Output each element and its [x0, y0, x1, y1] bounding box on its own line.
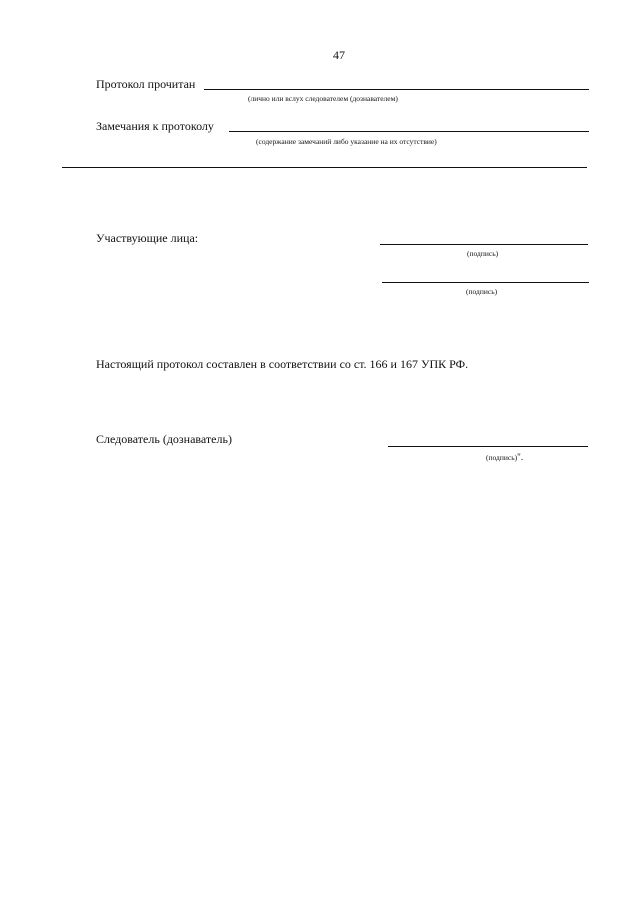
- remarks-caption: (содержание замечаний либо указание на их отсутствие): [256, 137, 437, 146]
- participant-signature-caption-2: (подпись): [466, 287, 498, 296]
- remarks-line: [229, 131, 589, 132]
- read-line: [204, 89, 589, 90]
- investigator-caption-text: (подпись): [486, 453, 518, 462]
- closing-quote-mark: ".: [517, 452, 524, 462]
- statement-text: Настоящий протокол составлен в соответствии со ст. 166 и 167 УПК РФ.: [96, 357, 469, 371]
- participants-label: Участвующие лица:: [96, 231, 199, 245]
- investigator-signature-caption: [486, 453, 523, 462]
- read-label: Протокол прочитан: [96, 77, 196, 91]
- investigator-signature-line: [388, 446, 588, 447]
- participant-signature-caption-1: (подпись): [467, 249, 499, 258]
- read-caption: (лично или вслух следователем (дознавателем): [248, 94, 398, 103]
- participant-signature-line-1: [380, 244, 588, 245]
- remarks-continuation-line: [62, 167, 587, 168]
- participant-signature-line-2: [382, 282, 589, 283]
- page-number: 47: [333, 48, 345, 62]
- investigator-label: Следователь (дознаватель): [96, 432, 232, 446]
- remarks-label: Замечания к протоколу: [96, 119, 214, 133]
